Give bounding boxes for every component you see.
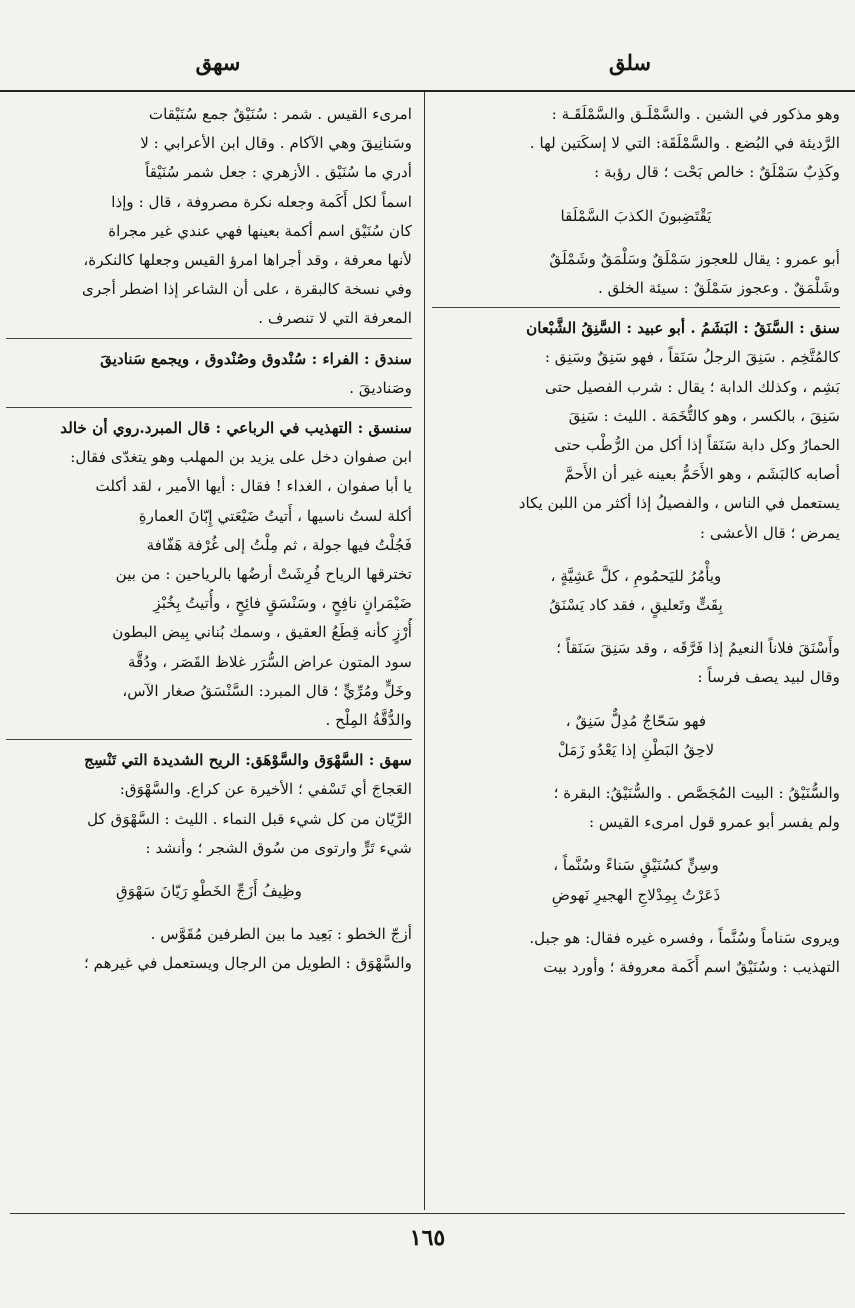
verse-line: بِقَتٍّ وتَعليقٍ ، فقد كاد يَسْنَقُ [549, 596, 723, 615]
text-line: أصابه كالبَشَم ، وهو الأَحَمُّ بعينه غير أن الأَحمَّ [564, 465, 840, 484]
entry-separator [6, 739, 412, 740]
text-line: سود المتون عراض السُّرَر غلاظ القَصَر ، ودُقَّة [127, 652, 412, 671]
running-head-right: سلق [608, 50, 652, 75]
text-line: أبو عمرو : يقال للعجوز سَمْلَقٌ وسَلْمَقٌ وشَمْلَقٌ [549, 249, 840, 268]
text-line: الحمارُ وكل دابة سَنَقاً إذا أكل من الرُّطْب حتى [554, 436, 840, 455]
text-line: سَنِقَ ، بالكسر ، وهو كالتُّخَمَة . الليث : سَنِقَ [568, 406, 840, 425]
text-line: فَجُلْتُ فيها جولة ، ثم مِلْتُ إلى غُرْفة هَفّافة [146, 535, 412, 554]
header-rule [0, 90, 855, 92]
verse-line: وسِنٍّ كسُنَيْقٍ سَناءً وسُنَّماً ، [553, 856, 719, 875]
verse-line: ويأْمُرُ لليَحمُومِ ، كلَّ عَشِيَّةٍ ، [550, 566, 722, 585]
entry-separator [6, 407, 412, 408]
text-line: ولم يفسر أبو عمرو قول امرىء القيس : [588, 813, 840, 832]
entry-separator [432, 307, 840, 308]
page-number: ١٦٥ [409, 1225, 446, 1251]
right-column [432, 100, 844, 1210]
text-line: ابن صفوان دخل على يزيد بن المهلب وهو يتغدّى فقال: [70, 448, 412, 467]
text-line: أدري ما سُنَيْق . الأزهري : جعل شمر سُنَيْقاً [145, 163, 412, 182]
entry-sanduq: سندق : الفراء : سُنْدوق وصُنْدوق ، ويجمع سَناديقَ [100, 349, 412, 368]
text-line: وكَذِبٌ سَمْلَقٌ : خالص بَحْت ؛ قال رؤبة : [594, 163, 840, 182]
left-column [6, 100, 418, 1210]
verse-line: ذَعَرْتُ بِمِدْلاجِ الهجيرِ نَهوضِ [551, 885, 721, 904]
verse-line: فهو سَحّاجٌ مُدِلٌّ سَنِقٌ ، [565, 711, 707, 730]
column-divider [424, 92, 425, 1210]
text-line: كان سُنَيْق اسم أكمة بعينها فهي عندي غير مجراة [108, 221, 412, 240]
text-line: وسَنانِيقَ وهي الآكام . وقال ابن الأعرابي : لا [140, 134, 412, 153]
entry-sansaq: سنسق : التهذيب في الرباعي : قال المبرد.روي أن خالد [60, 419, 412, 438]
text-line: وهو مذكور في الشين . والسَّمْلَـق والسَّمْلَقَـة : [551, 105, 840, 123]
text-line: وفي نسخة كالبقرة ، على أن الشاعر إذا اضطر أجرى [81, 280, 412, 299]
footer-rule [10, 1213, 845, 1214]
verse-line: وظِيفُ أَزَجِّ الخَطْوِ رَيّانَ سَهْوَقِ [115, 882, 303, 901]
text-line: ويروى سَناماً وسُنَّماً ، وفسره غيره فقال: هو جبل. [529, 928, 840, 947]
text-line: اسماً لكل أَكَمة وجعله نكرة مصروفة ، قال : وإذا [111, 192, 412, 211]
text-line: يمرض ؛ قال الأعشى : [699, 523, 840, 542]
text-line: أُرْزٍ كأنه قِطَعُ العقيق ، وسمك بُناني بِيض البطون [112, 623, 412, 642]
text-line: والسَّهْوَق : الطويل من الرجال ويستعمل في غيرهم ؛ [83, 954, 412, 973]
text-line: والدُّقَّةُ المِلْح . [325, 711, 412, 730]
verse-line: لاحِقُ البَطْنِ إذا يَعْدُو زَمَلْ [557, 740, 715, 759]
text-line: وشَلْمَقٌ . وعجوز سَمْلَقٌ : سيئة الخلق . [597, 279, 840, 298]
text-line: كالمُتَّخِم . سَنِقَ الرجلُ سَنَقاً ، فهو سَنِقٌ وسَنِق : [544, 348, 840, 367]
text-line: ضَيْمَرانٍ نافِحٍ ، وسَنْسَقٍ فائِحٍ ، وأُتيتُ بِخُبْزِ [153, 594, 412, 613]
entry-sanaq: سنق : السَّنَقُ : البَشَمُ . أبو عبيد : السَّنِقُ الشَّبْعان [526, 319, 840, 338]
text-line: يستعمل في الناس ، والفصيلُ إذا أكثر من اللبن يكاد [518, 494, 840, 513]
text-line: أزجّ الخطو : بَعِيد ما بين الطرفين مُقَوَّس . [150, 925, 412, 944]
text-line: وصَناديقَ . [349, 378, 412, 397]
text-line: والسُّنَيْقُ : البيت المُجَصَّص . والسُّنَيْقُ: البقرة ؛ [553, 784, 840, 803]
text-line: لأنها معرفة ، وقد أجراها امرؤ القيس وجعلها كالنكرة، [83, 251, 412, 270]
entry-sahaq: سهق : السَّهْوَق والسَّوْهَق: الريح الشديدة التي تَنْسِج [84, 751, 412, 770]
running-head-left: سهق [195, 50, 241, 75]
text-line: شيء تَرٍّ وارتوى من سُوق الشجر ؛ وأنشد : [145, 838, 412, 857]
text-line: الرَّيّان من كل شيء قبل النماء . الليث : السَّهْوَق كل [87, 809, 412, 828]
text-line: وقال لبيد يصف فرساً : [697, 668, 840, 687]
text-line: التهذيب : وسُنَيْقٌ اسم أَكَمة معروفة ؛ وأورد بيت [543, 958, 840, 977]
text-line: أكلة لستُ ناسيها ، أَتيتُ ضَيْعَتي إِبّانَ العمارةِ [138, 506, 412, 525]
text-line: الرَّديئة في البُضع . والسَّمْلَقَة: التي لا إسكَتين لها . [529, 134, 840, 153]
text-line: يا أبا صفوان ، الغداء ! فقال : أيها الأمير ، لقد أكلت [95, 477, 412, 496]
text-line: العَجاجَ أي تَسْفي ؛ الأخيرة عن كراع. والسَّهْوَق: [119, 780, 412, 799]
entry-separator [6, 338, 412, 339]
text-line: وخَلٍّ ومُرِّيٍّ ؛ قال المبرد: السَّنْسَقُ صغار الآس، [122, 681, 412, 700]
text-line: المعرفة التي لا تنصرف . [258, 309, 412, 328]
text-line: بَشِم ، وكذلك الدابة ؛ يقال : شرب الفصيل حتى [545, 377, 840, 396]
text-line: وأَسْنَقَ فلاناً النعيمُ إذا فَرَّقَه ، وقد سَنِقَ سَنَقاً ؛ [556, 639, 840, 658]
text-line: تخترقها الرياح فُرِشَتْ أرضُها بالرياحين : من بين [115, 565, 412, 584]
text-line: امرىء القيس . شمر : سُنَيْقٌ جمع سُنَيْقات [148, 105, 412, 123]
verse-line: يَقْتَضِبونَ الكذبَ السَّمْلَقا [560, 206, 712, 225]
